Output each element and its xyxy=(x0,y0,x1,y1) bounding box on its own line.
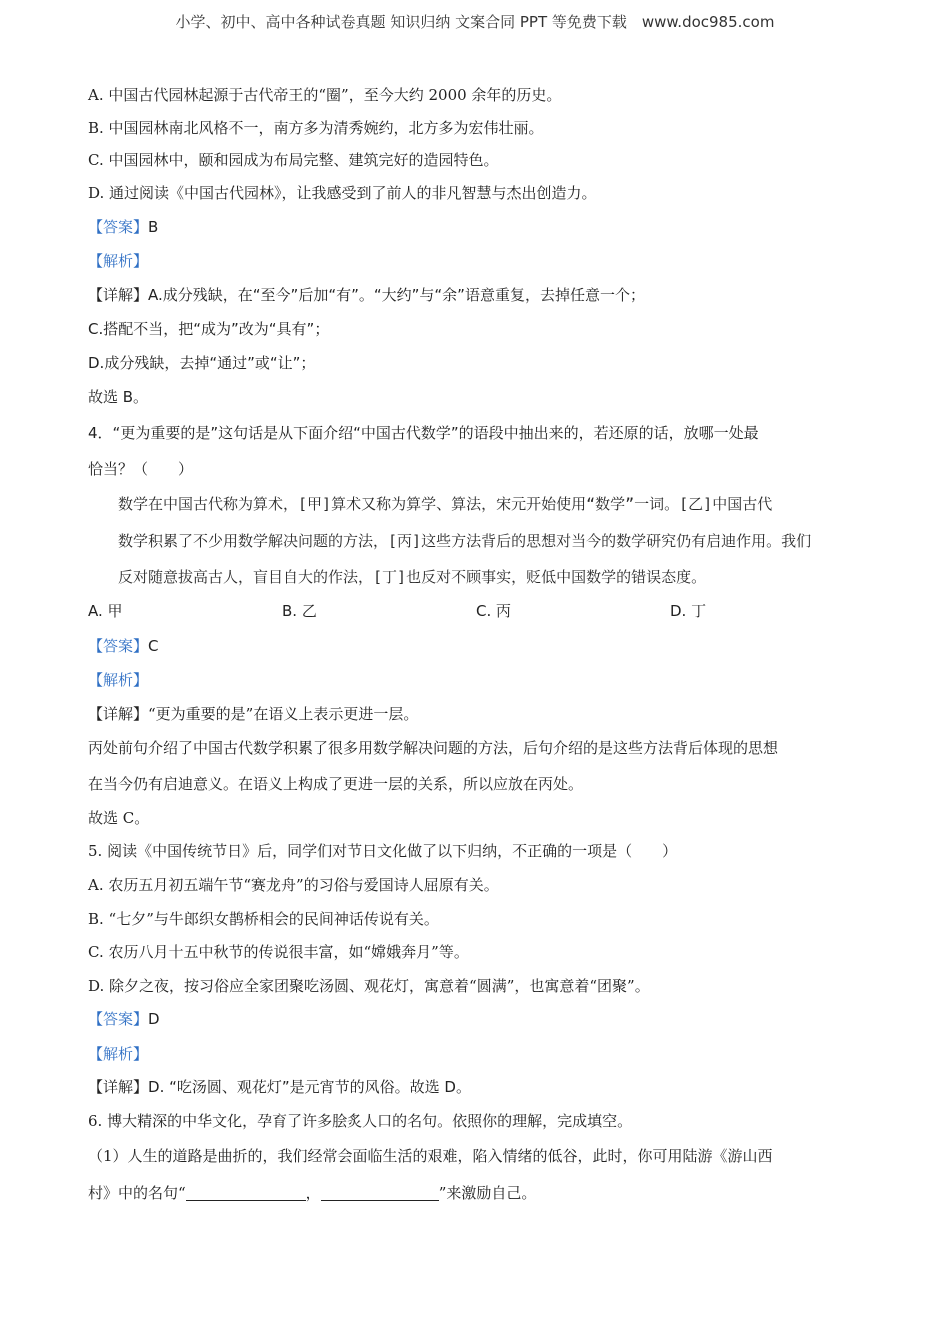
q5-stem: 5. 阅读《中国传统节日》后，同学们对节日文化做了以下归纳，不正确的一项是（ ） xyxy=(88,842,678,860)
q3-detail-line: 故选 B。 xyxy=(88,388,149,406)
q4-detail xyxy=(88,703,418,725)
q4-passage-line: 数学在中国古代称为算术，[甲]算术又称为算学、算法，宋元开始使用“数学”一词。[乙]中国古代 xyxy=(118,495,773,513)
detail-label: 【详解】 xyxy=(88,1078,149,1096)
q4-answer xyxy=(88,635,159,657)
q6-stem: 6. 博大精深的中华文化，孕育了许多脍炙人口的名句。依照你的理解，完成填空。 xyxy=(88,1112,633,1130)
q3-answer xyxy=(88,216,158,238)
q4-detail-line: 丙处前句介绍了中国古代数学积累了很多用数学解决问题的方法，后句介绍的是这些方法背后体现的思想 xyxy=(88,739,779,757)
q5-option-b: B. “七夕”与牛郎织女鹊桥相会的民间神话传说有关。 xyxy=(88,910,439,928)
q4-option-d: D. 丁 xyxy=(670,602,707,620)
q5-detail xyxy=(88,1076,471,1098)
answer-label: 【答案】 xyxy=(88,218,149,236)
detail-text: A.成分残缺，在“至今”后加“有”。“大约”与“余”语意重复，去掉任意一个； xyxy=(148,286,645,304)
answer-value: D xyxy=(148,1010,160,1028)
answer-blank-2[interactable] xyxy=(321,1184,439,1201)
q4-detail-line: 在当今仍有启迪意义。在语义上构成了更进一层的关系，所以应放在丙处。 xyxy=(88,775,584,793)
q3-detail-line: D.成分残缺，去掉“通过”或“让”； xyxy=(88,354,316,372)
q4-analysis-label: 【解析】 xyxy=(88,671,149,689)
q5-option-d: D. 除夕之夜，按习俗应全家团聚吃汤圆、观花灯，寓意着“圆满”，也寓意着“团聚”。 xyxy=(88,977,650,995)
blank-suffix: ”来激励自己。 xyxy=(438,1184,537,1202)
q3-option-a: A. 中国古代园林起源于古代帝王的“圈”，至今大约 2000 余年的历史。 xyxy=(88,86,562,104)
q6-sub1: （1）人生的道路是曲折的，我们经常会面临生活的艰难，陷入情绪的低谷，此时，你可用陆游《游山西 xyxy=(88,1147,773,1165)
answer-label: 【答案】 xyxy=(88,1010,149,1028)
q3-option-c: C. 中国园林中，颐和园成为布局完整、建筑完好的造园特色。 xyxy=(88,151,499,169)
q3-option-b: B. 中国园林南北风格不一，南方多为清秀婉约，北方多为宏伟壮丽。 xyxy=(88,119,544,137)
q3-analysis-label: 【解析】 xyxy=(88,252,149,270)
q5-option-c: C. 农历八月十五中秋节的传说很丰富，如“嫦娥奔月”等。 xyxy=(88,943,469,961)
blank-separator: ， xyxy=(305,1184,321,1202)
answer-label: 【答案】 xyxy=(88,637,149,655)
q4-detail-line: 故选 C。 xyxy=(88,809,150,827)
answer-value: B xyxy=(148,218,159,236)
q4-passage-line: 反对随意拔高古人，盲目自大的作法，[丁]也反对不顾事实，贬低中国数学的错误态度。 xyxy=(118,568,707,586)
detail-label: 【详解】 xyxy=(88,705,149,723)
q3-detail xyxy=(88,284,645,306)
q4-stem: 4．“更为重要的是”这句话是从下面介绍“中国古代数学”的语段中抽出来的，若还原的话，放哪一处最 xyxy=(88,424,759,442)
q4-option-c: C. 丙 xyxy=(476,602,512,620)
q5-analysis-label: 【解析】 xyxy=(88,1045,149,1063)
detail-label: 【详解】 xyxy=(88,286,149,304)
answer-blank-1[interactable] xyxy=(186,1184,306,1201)
q4-option-a: A. 甲 xyxy=(88,602,123,620)
q4-option-b: B. 乙 xyxy=(282,602,317,620)
detail-text: “更为重要的是”在语义上表示更进一层。 xyxy=(148,705,419,723)
q3-detail-line: C.搭配不当，把“成为”改为“具有”； xyxy=(88,320,330,338)
q5-answer xyxy=(88,1008,160,1030)
detail-text: D. “吃汤圆、观花灯”是元宵节的风俗。故选 D。 xyxy=(148,1078,471,1096)
q5-option-a: A. 农历五月初五端午节“赛龙舟”的习俗与爱国诗人屈原有关。 xyxy=(88,876,499,894)
page-header: 小学、初中、高中各种试卷真题 知识归纳 文案合同 PPT 等免费下载 www.doc985.com xyxy=(175,13,775,31)
q4-stem-cont: 恰当？（ ） xyxy=(88,460,194,478)
answer-value: C xyxy=(148,637,159,655)
q3-option-d: D. 通过阅读《中国古代园林》，让我感受到了前人的非凡智慧与杰出创造力。 xyxy=(88,184,597,202)
q4-passage-line: 数学积累了不少用数学解决问题的方法，[丙]这些方法背后的思想对当今的数学研究仍有启迪作用。我们 xyxy=(118,532,812,550)
blank-prefix: 村》中的名句“ xyxy=(88,1184,186,1202)
q6-sub1-cont xyxy=(88,1182,536,1204)
